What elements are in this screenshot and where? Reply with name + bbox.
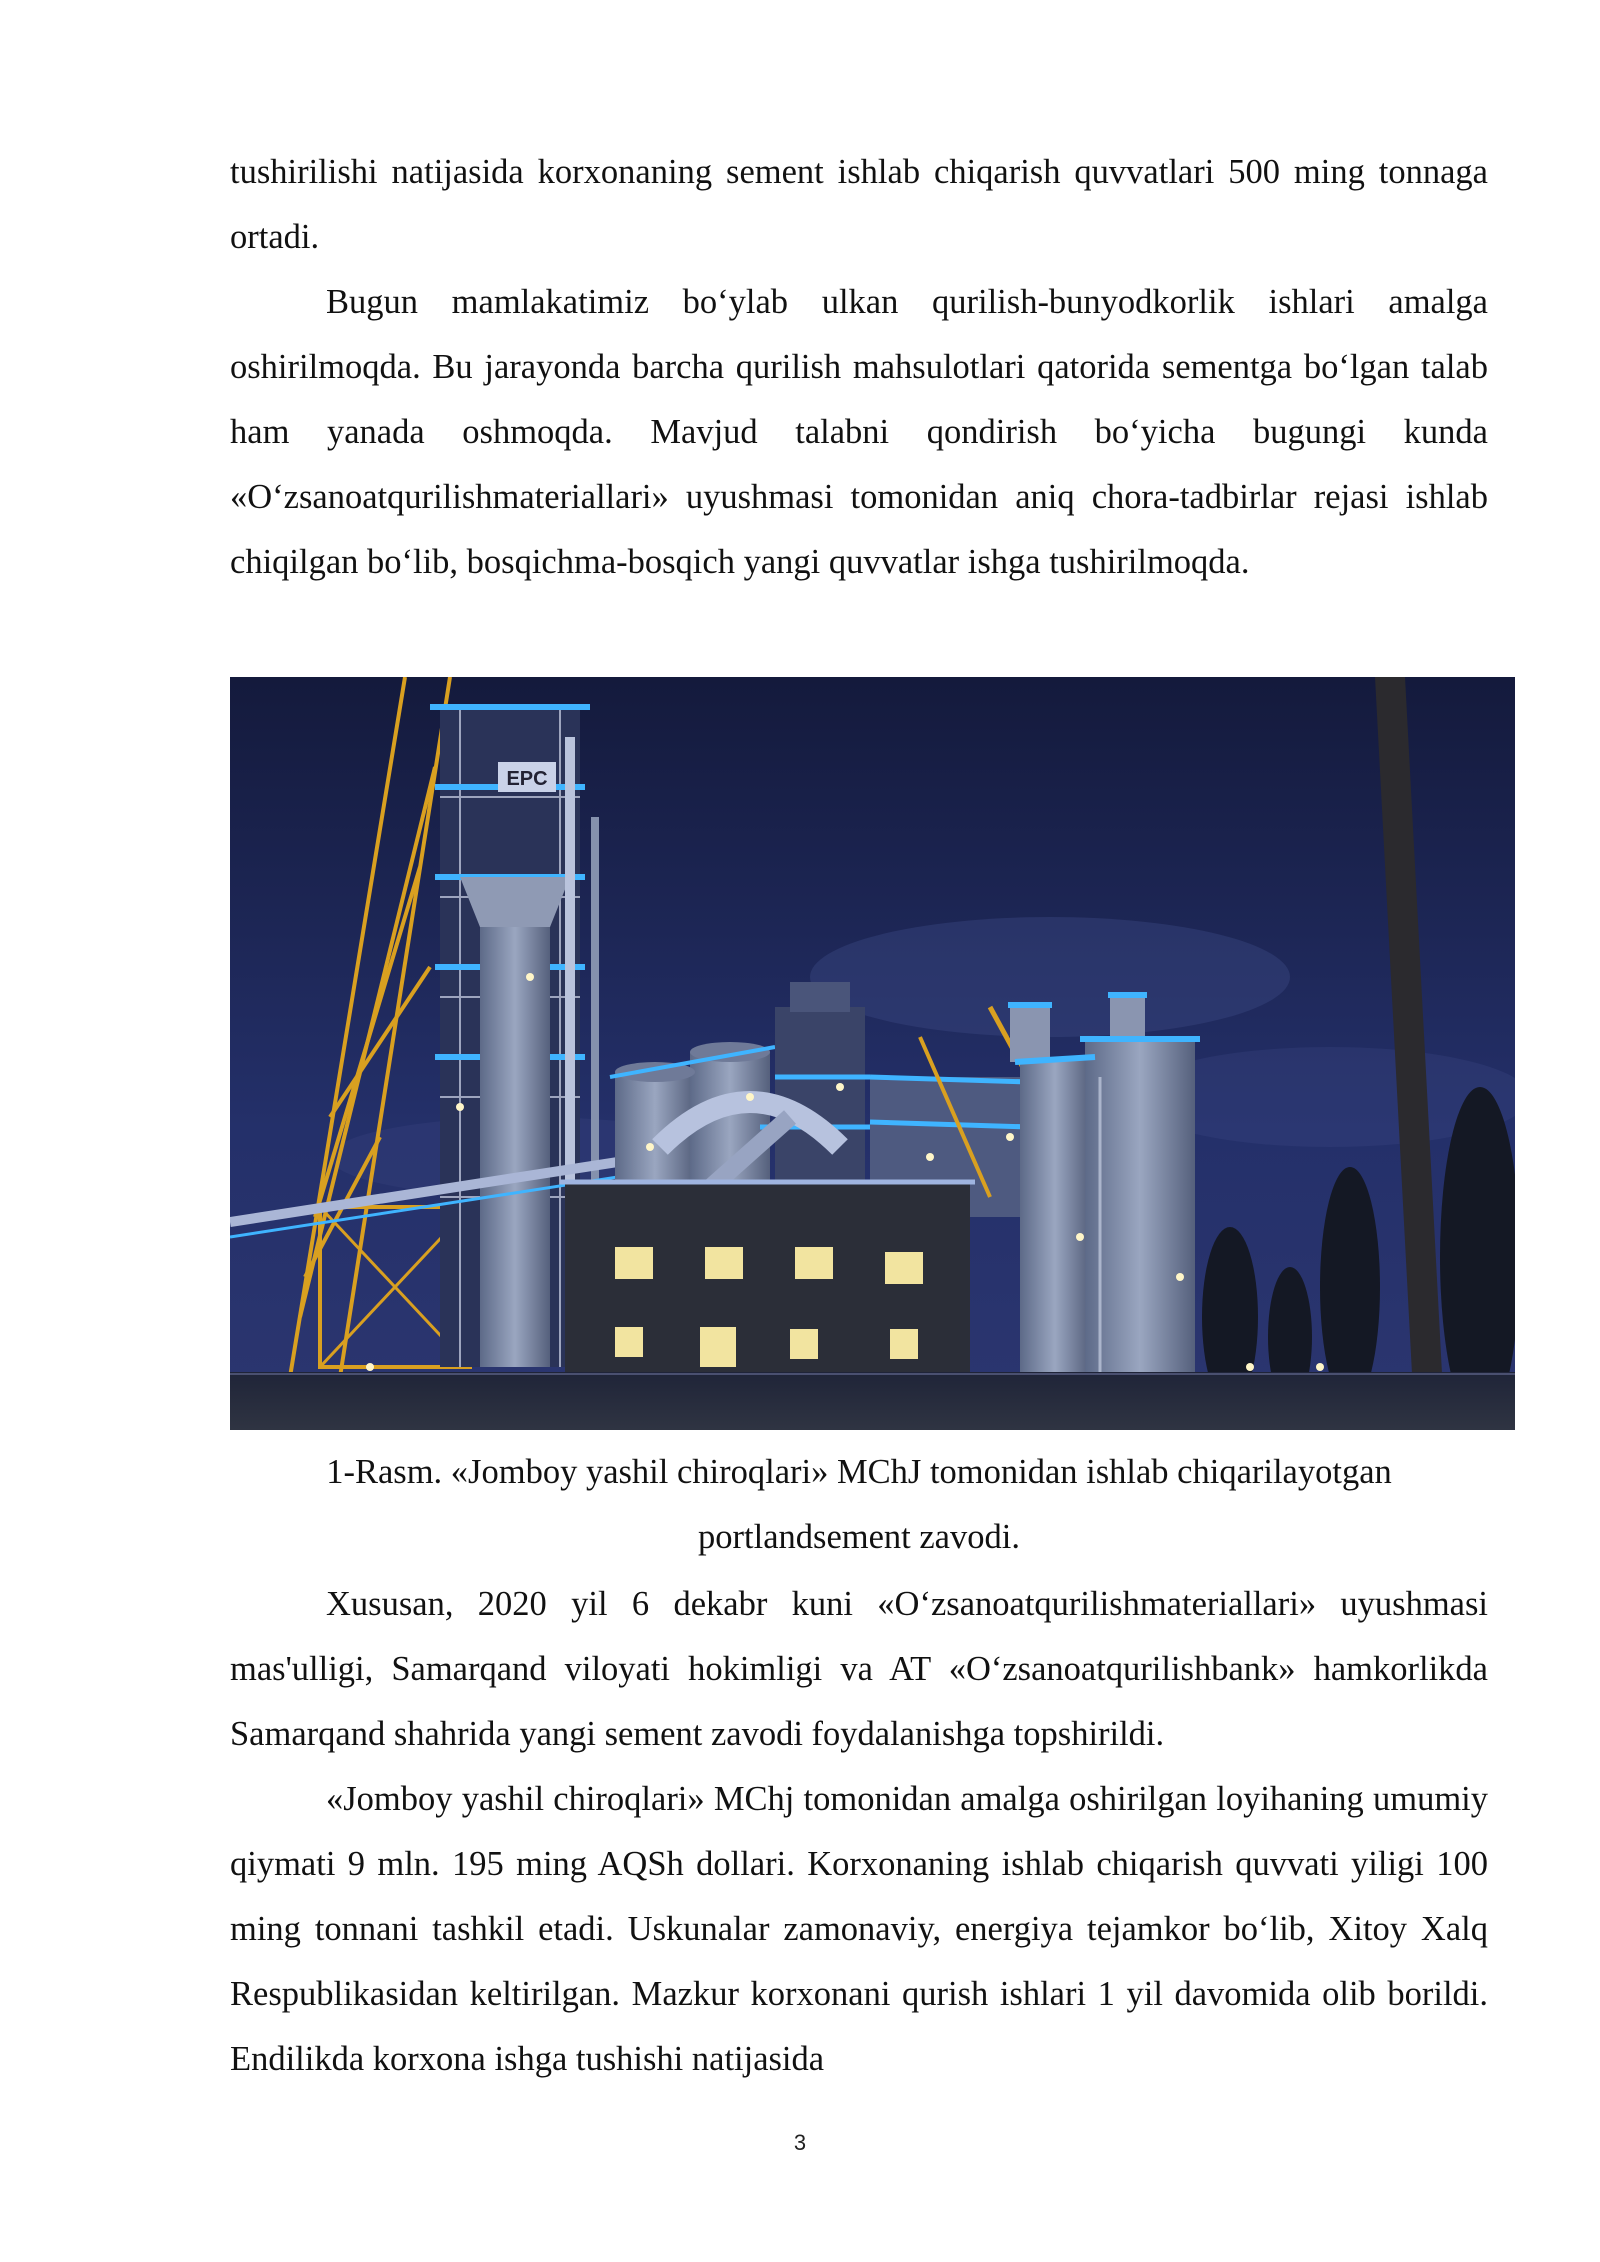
- cement-plant-illustration: [230, 677, 1515, 1430]
- paragraph-construction: Bugun mamlakatimiz bo‘ylab ulkan qurilish-bunyodkorlik ishlari amalga oshirilmoqda. Bu jarayonda barcha qurilish mahsulotlari qatorida sementga bo‘lgan talab ham yanada oshmoqda. Mavjud talabni qondirish bo‘yicha bugungi kunda «O‘zsanoatqurilishmateriallari» uyushmasi tomonidan aniq chora-tadbirlar rejasi ishlab chiqilgan bo‘lib, bosqichma-bosqich yangi quvvatlar ishga tushirilmoqda.: [230, 283, 1488, 581]
- paragraph-continuation: tushirilishi natijasida korxonaning sement ishlab chiqarish quvvatlari 500 ming tonnaga ortadi.: [230, 153, 1488, 256]
- figure-caption: [230, 1440, 1488, 1570]
- page-number: 3: [793, 2130, 807, 2155]
- paragraph-samarqand-plant: Xususan, 2020 yil 6 dekabr kuni «O‘zsanoatqurilishmateriallari» uyushmasi mas'ulligi, Samarqand viloyati hokimligi va AT «O‘zsanoatqurilishbank» hamkorlikda Samarqand shahrida yangi sement zavodi foydalanishga topshirildi.: [230, 1585, 1488, 1753]
- epc-sign: EPC: [506, 768, 548, 790]
- paragraph-project-details: «Jomboy yashil chiroqlari» MChj tomonidan amalga oshirilgan loyihaning umumiy qiymati 9 mln. 195 ming AQSh dollari. Korxonaning ishlab chiqarish quvvati yiligi 100 ming tonnani tashkil etadi. Uskunalar zamonaviy, energiya tejamkor bo‘lib, Xitoy Xalq Respublikasidan keltirilgan. Mazkur korxonani qurish ishlari 1 yil davomida olib borildi. Endilikda korxona ishga tushishi natijasida: [230, 1780, 1488, 2078]
- cement-plant-photo: [230, 677, 1515, 1430]
- caption-line-1: 1-Rasm. «Jomboy yashil chiroqlari» MChJ tomonidan ishlab chiqarilayotgan: [326, 1453, 1392, 1491]
- caption-line-2: portlandsement zavodi.: [698, 1518, 1020, 1556]
